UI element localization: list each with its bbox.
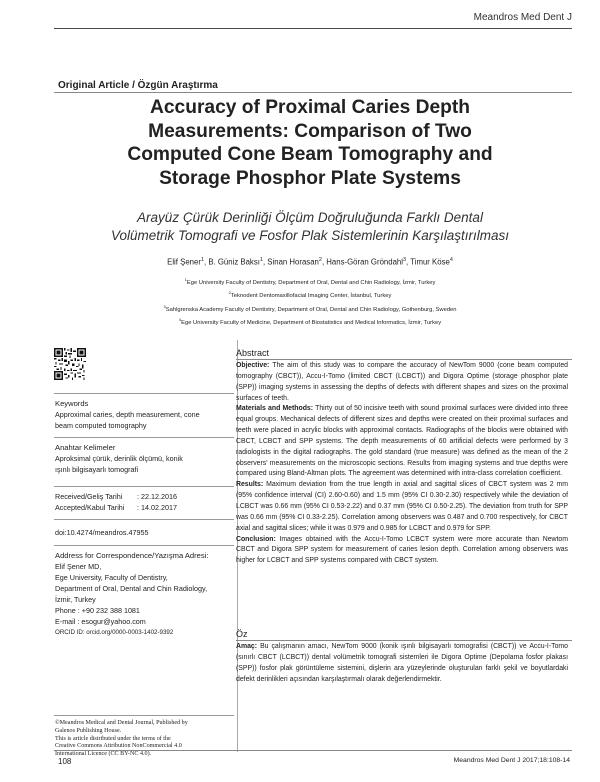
article-type: Original Article / Özgün Araştırma — [58, 80, 218, 91]
author-affiliation-number: 1 — [259, 257, 263, 263]
doi-link[interactable]: doi:10.4274/meandros.47955 — [55, 528, 149, 537]
correspondence-block — [55, 550, 235, 638]
license-block — [55, 720, 245, 759]
affiliation-text: Sahlgrenska Academy Faculty of Dentistry, Department of Oral, Dental and Chin Radiology, Gothenburg, Sweden — [165, 306, 457, 313]
sidebar-rule — [54, 486, 234, 487]
received-date — [55, 491, 235, 502]
oz-heading: Öz — [236, 629, 248, 639]
affiliation — [60, 315, 560, 328]
affiliation-number: 1 — [184, 277, 187, 282]
anahtar-kelimeler-heading: Anahtar Kelimeler — [55, 443, 116, 452]
author-affiliation-number: 3 — [403, 257, 407, 263]
sidebar-rule — [54, 437, 234, 438]
author-name: Hans-Göran Gröndahl — [326, 257, 403, 267]
received-value: : 22.12.2016 — [137, 492, 177, 501]
sidebar-rule — [54, 545, 234, 546]
anahtar-kelimeler-line: Aproksimal çürük, derinlik ölçümü, konik — [55, 454, 183, 463]
accepted-value: : 14.02.2017 — [137, 503, 177, 512]
author-list: Elif Şener$^1$, B. Güniz Baksı$^1$, Sinan Horasan$^2$, Hans-Göran Gröndahl$^3$, Timur Köse$^4$ — [167, 257, 453, 267]
affiliation-text: Teknodent Dentomaxillofacial Imaging Center, İstanbul, Turkey — [230, 293, 392, 300]
affiliation — [60, 275, 560, 288]
sidebar-rule — [54, 519, 234, 520]
article-subtitle-turkish — [60, 209, 560, 244]
section-label: Amaç: — [236, 643, 258, 650]
orcid-link[interactable]: ORCID ID: orcid.org/0000-0003-1402-9392 — [55, 629, 174, 636]
abstract-conclusion — [236, 535, 568, 568]
abstract-rule — [236, 359, 572, 360]
author-name: Timur Köse — [410, 257, 450, 267]
accepted-label: Accepted/Kabul Tarihi — [55, 503, 125, 512]
oz-amac — [236, 642, 568, 685]
license-line: Galenos Publishing House. — [55, 727, 122, 734]
section-text: Maximum deviation from the true length in axial and sagittal slices of CBCT system was 2 mm (95% confidence interval (CI) 2.60-0.60) and 1.5 mm (95% CI 0.30-2.30) respectively while the deviation of LCBCT was 0.66 mm (95% CI 0.53-2.22) and 0.37 mm (95% CI 0.50-2.25). The deviation from truth for SPP was 0.66 mm (95% CI 0.33-2.25). Correlation among observers was 0.487 and 0.700 respectively, for CBCT axial and sagittal slices; while it was 0.979 and 0.985 for LCBCT and 0.979 for SPP. — [236, 481, 568, 532]
author-name: B. Güniz Baksı — [208, 257, 260, 267]
abstract-body — [236, 361, 568, 567]
author-affiliation-number: 1 — [200, 257, 204, 263]
affiliation-text: Ege University Faculty of Medicine, Department of Biostatistics and Medical Informatics, İzmir, Turkey — [181, 320, 442, 327]
affiliation — [60, 302, 560, 315]
section-label: Materials and Methods: — [236, 405, 314, 413]
keywords-line: Approximal caries, depth measurement, cone — [55, 410, 200, 419]
section-label: Conclusion: — [236, 535, 276, 543]
footer-citation: Meandros Med Dent J 2017;18:108-14 — [453, 757, 570, 764]
license-line: International Licence (CC BY-NC 4.0). — [55, 751, 152, 758]
author-name: Sinan Horasan — [267, 257, 319, 267]
affiliation — [60, 288, 560, 301]
correspondence-phone: Phone : +90 232 388 1081 — [55, 606, 140, 615]
correspondence-line: Elif Şener MD, — [55, 562, 102, 571]
abstract-methods — [236, 404, 568, 480]
license-line[interactable]: Creative Commons Attribution NonCommercial 4.0 — [55, 743, 182, 750]
subtitle-line: Volümetrik Tomografi ve Fosfor Plak Sistemlerinin Karşılaştırılması — [110, 227, 510, 243]
keywords-line: beam computed tomography — [55, 421, 147, 430]
section-text: Images obtained with the Accu-I-Tomo LCBCT system were more accurate than Newtom CBCT and Digora SPP system for measurement of caries lesion depth. Correlation among observers was higher for LCBCT and SPP systems compared with CBCT system. — [236, 535, 568, 565]
section-label: Objective: — [236, 362, 270, 369]
page-number: 108 — [58, 757, 72, 766]
section-text: The aim of this study was to compare the accuracy of NewTom 9000 (cone beam computed tomography (CBCT)), Accu-I-Tomo (limited CBCT (LCBCT)) and Digora Optime (storage phosphor plate (SPP)) imaging systems in assessing the depths of defects with different shapes and sizes on the proximal surfaces of teeth. — [236, 362, 568, 402]
abstract-results — [236, 480, 568, 534]
author-affiliation-number: 4 — [449, 257, 453, 263]
header-rule — [54, 28, 572, 29]
section-text: Bu çalışmanın amacı, NewTom 9000 (konik ışınlı bilgisayarlı tomografisi (CBCT)) ve Accu-I-Tomo (sınırlı CBCT (LCBCT)) dental volümetrik tomografi sistemleri ile Digora Optime (Depolama fosfor plakası (SPP)) fosfor plak görüntüleme sistemini, dişlerin ara yüzeylerinde oluşturulan farklı şekil ve boyutlardaki defekt derinlikleri açısından karşılaştırmalı olarak değerlendirmektir. — [236, 643, 568, 683]
journal-name-header: Meandros Med Dent J — [473, 12, 572, 23]
subtitle-line: Arayüz Çürük Derinliği Ölçüm Doğruluğunda Farklı Dental — [137, 210, 483, 225]
author-affiliation-number: 2 — [318, 257, 322, 263]
article-title — [60, 96, 560, 190]
anahtar-kelimeler-block — [55, 442, 235, 475]
title-line: Accuracy of Proximal Caries Depth — [150, 97, 470, 118]
section-text: Thirty out of 50 incisive teeth with sound proximal surfaces were divided into three equal groups. Mechanical defects of different sizes and depths were created on their proximal surfaces and teeth were placed in acrylic blocks with approximal contacts. Radiographs of the blocks were obtained with CBCT, LCBCT and SPP systems. The depth measurements of 60 artificial defects were performed by 3 radiologists in the digital radiographs. The gold standard (true measure) was defined as the mean of the 2 observers' measurements on the microscopic sections. Results from imaging systems and true depths were compared using Bland-Altman plots. The agreement was determined with intra-class correlation coefficient. — [236, 405, 569, 478]
correspondence-line: Ege University, Faculty of Dentistry, — [55, 573, 168, 582]
affiliation-list — [60, 275, 560, 329]
oz-body — [236, 642, 568, 685]
oz-rule — [236, 640, 572, 641]
title-line: Storage Phosphor Plate Systems — [159, 167, 461, 189]
affiliation-text: Ege University Faculty of Dentistry, Department of Oral, Dental and Chin Radiology, İzmir, Turkey — [186, 279, 436, 286]
title-line: Measurements: Comparison of Two — [148, 120, 472, 142]
keywords-heading: Keywords — [55, 399, 89, 408]
correspondence-line: Department of Oral, Dental and Chin Radiology, — [55, 584, 208, 593]
license-line: ©Meandros Medical and Dental Journal, Published by — [55, 720, 188, 726]
title-line: Computed Cone Beam Tomography and — [127, 144, 493, 165]
sidebar-rule — [54, 715, 234, 716]
abstract-objective — [236, 361, 568, 404]
affiliation-number: 3 — [163, 303, 166, 309]
keywords-block — [55, 398, 235, 431]
license-line: This is article distributed under the terms of the — [55, 735, 171, 742]
correspondence-email[interactable]: E-mail : esogur@yahoo.com — [55, 617, 146, 626]
affiliation-number: 2 — [228, 290, 231, 296]
footer-rule — [54, 750, 572, 751]
anahtar-kelimeler-line: ışınlı bilgisayarlı tomografi — [55, 465, 139, 474]
received-label: Received/Geliş Tarihi — [55, 492, 123, 501]
correspondence-heading: Address for Correspondence/Yazışma Adresi: — [55, 551, 209, 560]
qr-code-icon[interactable] — [54, 348, 86, 380]
correspondence-line: İzmir, Turkey — [55, 595, 96, 604]
author-name: Elif Şener — [167, 257, 201, 267]
section-label: Results: — [236, 481, 264, 489]
dates-block — [55, 491, 235, 513]
sidebar-rule — [54, 393, 234, 394]
abstract-heading: Abstract — [236, 348, 270, 358]
accepted-date — [55, 502, 235, 513]
affiliation-number: 4 — [178, 317, 182, 323]
article-type-rule — [54, 92, 572, 93]
